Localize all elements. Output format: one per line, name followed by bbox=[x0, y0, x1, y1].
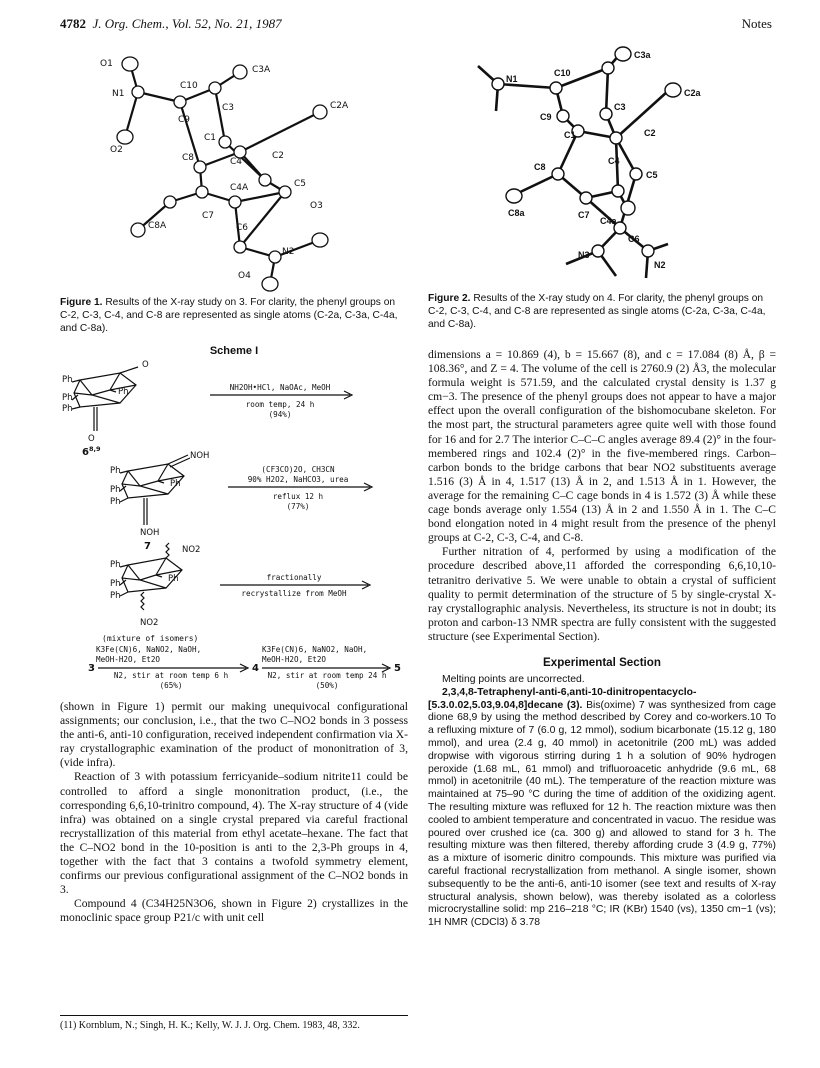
footnote-11: (11) Kornblum, N.; Singh, H. K.; Kelly, W. J. J. Org. Chem. 1983, 48, 332. bbox=[60, 1015, 408, 1032]
page-number: 4782 bbox=[60, 16, 86, 31]
paragraph: Reaction of 3 with potassium ferricyanide–sodium nitrite11 could be controlled to afford a single mononitration product, (i.e., the corresponding 6,6,10-trinitro compound, 4). The X-ray structure of 4 (vide infra) was obtained on a single crystal prepared via careful fractional recrystallization of this material from ethyl acetate–hexane. The fact that the C–NO2 bond in the 10-position is anti to the 2,3-Ph groups in 4, together with the fact that 3 contains a twofold symmetry element, confirms our previous configurational assignment of the C–NO2 bonds in 3. bbox=[60, 770, 408, 897]
atom-label: C2 bbox=[644, 128, 656, 138]
phenyl-label: Ph bbox=[110, 560, 121, 570]
conditions-step-3: recrystallize from MeOH bbox=[241, 589, 347, 598]
atom-label: C8 bbox=[182, 153, 195, 163]
atom-label: C6 bbox=[236, 223, 249, 233]
atom-label: C2A bbox=[330, 101, 349, 111]
figure-1-ortep bbox=[90, 52, 370, 292]
atom-label: C8 bbox=[534, 162, 546, 172]
atom-label: C5 bbox=[294, 179, 307, 189]
caption-text: Results of the X-ray study on 3. For clarity, the phenyl groups on C-2, C-3, C-4, and C-8 are represented as single atoms (C-2a, C-3a, C-4a, and C-8a). bbox=[60, 297, 398, 334]
phenyl-label: Ph bbox=[110, 497, 121, 507]
compound-title: 2,3,4,8-Tetraphenyl-anti-6,anti-10-dinitropentacyclo-[5.3.0.02,5.03,9.04,8]decane (3). bbox=[428, 686, 697, 711]
reagents-step-2: (CF3CO)2O, CH3CN 90% H2O2, NaHCO3, urea bbox=[247, 465, 349, 484]
figure-2-ortep bbox=[468, 46, 728, 286]
atom-label: C6 bbox=[628, 234, 640, 244]
paragraph: Compound 4 (C34H25N3O6, shown in Figure 2) crystallizes in the monoclinic space group P21/c with unit cell bbox=[60, 897, 408, 925]
atom-label: N1 bbox=[506, 74, 518, 84]
atom-label: C5 bbox=[646, 170, 658, 180]
section-header: Notes bbox=[741, 16, 772, 31]
atom-label: N2 bbox=[282, 247, 295, 257]
atom-label: C8a bbox=[508, 208, 525, 218]
atom-label: O3 bbox=[310, 201, 323, 211]
procedure-text: Bis(oxime) 7 was synthesized from cage dione 68,9 by using the method described by Corey and co-workers.10 To a refluxing mixture of 7 (6.0 g, 12 mmol), sodium bicarbonate (15.12 g, 180 mmol), and urea (2.4 g, 40 mmol) in acetonitrile (200 mL) was added dropwise with vigorous stirring during 1 h a solution of 90% hydrogen peroxide (1.68 mL, 61 mmol) and trifluoroacetic anhydride (9.6 mL, 68 mmol) in acetonitrile (40 mL). The temperature of the reaction mixture was maintained at 75–90 °C during the time of addition of the oxidizing agent. The resulting mixture was refluxed for 12 h. The reaction mixture was then cooled to ambient temperature and concentrated in vacuo. The residue was poured over crushed ice (ca. 300 g) and allowed to stand for 3 h. The resulting mixture was then filtered, thereby affording crude 3 (4.9 g, 77%) as a mixture of isomeric dinitro compounds. This mixture was purified via careful fractional recrystallization from methanol. A single isomer, shown subsequently to be the anti-6, anti-10 isomer (see text and results of X-ray structural analysis, shown below), was thereby isolated as a colorless microcrystalline solid: mp 216–218 °C; IR (KBr) 1540 (vs), 1350 cm−1 (vs); 1H NMR (CDCl3) δ 3.78 bbox=[428, 699, 776, 929]
conditions-step-4: N2, stir at room temp 6 h (65%) bbox=[113, 671, 229, 690]
atom-label: N2 bbox=[654, 260, 666, 270]
phenyl-label: Ph bbox=[110, 466, 121, 476]
atom-label: C4 bbox=[230, 157, 243, 167]
atom-label: C8A bbox=[148, 221, 167, 231]
reagents-step-1: NH2OH•HCl, NaOAc, MeOH bbox=[229, 383, 331, 392]
compound-6-label: 6$^{8,9}$ bbox=[82, 445, 101, 458]
oxygen-label: O bbox=[88, 434, 95, 444]
running-header bbox=[60, 16, 282, 32]
right-column-body bbox=[428, 348, 776, 930]
conditions-step-1: room temp, 24 h (94%) bbox=[245, 400, 315, 419]
phenyl-label: Ph bbox=[110, 485, 121, 495]
atom-label: C10 bbox=[554, 68, 571, 78]
compound-3-label: 3 bbox=[88, 663, 95, 674]
atom-label: C1 bbox=[204, 133, 217, 143]
phenyl-label: Ph bbox=[62, 404, 73, 414]
phenyl-label: Ph bbox=[168, 574, 179, 584]
compound-5-label: 5 bbox=[394, 663, 401, 674]
nitro-label: NO2 bbox=[140, 618, 159, 628]
atom-label: C2a bbox=[684, 88, 701, 98]
atom-label: C7 bbox=[202, 211, 215, 221]
left-column-body bbox=[60, 700, 408, 926]
phenyl-label: Ph bbox=[110, 591, 121, 601]
phenyl-label: Ph bbox=[118, 387, 129, 397]
oxygen-label: O bbox=[142, 360, 149, 370]
section-heading: Experimental Section bbox=[543, 655, 661, 669]
atom-label: C9 bbox=[540, 112, 552, 122]
atom-label: C7 bbox=[578, 210, 590, 220]
atom-label: C2 bbox=[272, 151, 285, 161]
atom-label: O2 bbox=[110, 145, 123, 155]
atom-label: C9 bbox=[178, 115, 191, 125]
atom-label: O1 bbox=[100, 59, 113, 69]
scheme-1 bbox=[60, 345, 408, 690]
figure-2-caption bbox=[428, 292, 776, 331]
phenyl-label: Ph bbox=[110, 579, 121, 589]
phenyl-label: Ph bbox=[170, 479, 181, 489]
atom-label: C10 bbox=[180, 81, 198, 91]
paragraph: (shown in Figure 1) permit our making unequivocal configurational assignments; our conclusion, i.e., that the two C–NO2 bonds in 3 possess the anti-6, anti-10 configuration, received independent confirmation via X-ray crystallographic examination of the product of mononitration of 3, (vide infra). bbox=[60, 700, 408, 770]
nitro-label: NO2 bbox=[182, 545, 201, 555]
oxime-label: NOH bbox=[140, 528, 160, 538]
oxime-label: NOH bbox=[190, 451, 210, 461]
phenyl-label: Ph bbox=[62, 393, 73, 403]
scheme-title: Scheme I bbox=[209, 345, 259, 357]
paragraph: dimensions a = 10.869 (4), b = 15.667 (8), and c = 17.084 (8) Å, β = 108.36°, and Z = 4. The volume of the cell is 2760.9 (2) Å3, the molecular formula weight is 571.59, and the calculated crystal density is 1.37 g cm−3. The presence of the phenyl groups does not appear to have a major effect upon the overall configuration of the bishomocubane skeleton. For the most part, the structural parameters agree quite well with those found for 16 and for 2.7 The interior C–C–C angles average 89.4 (2)° in the four-membered rings and 102.4 (2)° in the five-membered rings. Carbon–carbon bonds to the bridge carbons that bear NO2 substituents average 1.516 (3) Å in 4, 1.517 (13) Å in 2, and 1.513 Å in 1. However, the average for the remaining C–C cage bonds in 4 is 1.572 (3) Å while these cage bonds average only 1.554 (13) Å in 2 and 1.550 Å in 1. The C–C bond elongation noted in 4 might result from the presence of the phenyl groups at C-2, C-3, C-4, and C-8. bbox=[428, 348, 776, 545]
atom-label: C3 bbox=[222, 103, 235, 113]
figure-1-caption bbox=[60, 296, 408, 335]
atom-label: C4 bbox=[608, 156, 620, 166]
journal-citation: J. Org. Chem., Vol. 52, No. 21, 1987 bbox=[92, 16, 282, 31]
compound-7-label: 7 bbox=[144, 541, 151, 552]
experimental-paragraph bbox=[428, 687, 776, 930]
paragraph: Further nitration of 4, performed by using a modification of the procedure described above,11 afforded the corresponding 6,6,10,10-tetranitro derivative 5. We were unable to obtain a crystal of sufficient quality to permit determination of the structure of 5 by single-crystal X-ray crystallographic analysis. Nevertheless, its structure is not in doubt; its proton and carbon-13 NMR spectra are fully consistent with the suggested structure (see Experimental Section). bbox=[428, 545, 776, 643]
paragraph: Melting points are uncorrected. bbox=[442, 674, 585, 686]
atom-label: O4 bbox=[238, 271, 251, 281]
atom-label: C4A bbox=[230, 183, 249, 193]
atom-label: C4a bbox=[600, 216, 617, 226]
atom-label: C3 bbox=[614, 102, 626, 112]
atom-label: C3a bbox=[634, 50, 651, 60]
reagents-step-3: fractionally bbox=[266, 573, 322, 582]
conditions-step-5: N2, stir at room temp 24 h (50%) bbox=[267, 671, 387, 690]
caption-label: Figure 1. bbox=[60, 297, 103, 308]
caption-label: Figure 2. bbox=[428, 293, 471, 304]
atom-label: N3 bbox=[578, 250, 590, 260]
phenyl-label: Ph bbox=[62, 375, 73, 385]
mixture-label: (mixture of isomers) bbox=[102, 634, 199, 643]
conditions-step-2: reflux 12 h (77%) bbox=[272, 492, 324, 511]
compound-4-label: 4 bbox=[252, 663, 259, 674]
reagents-step-5: K3Fe(CN)6, NaNO2, NaOH, MeOH-H2O, Et2O bbox=[262, 645, 368, 664]
reagents-step-4: K3Fe(CN)6, NaNO2, NaOH, MeOH-H2O, Et2O bbox=[96, 645, 202, 664]
atom-label: N1 bbox=[112, 89, 125, 99]
caption-text: Results of the X-ray study on 4. For clarity, the phenyl groups on C-2, C-3, C-4, and C-8 are represented as single atoms (C-2a, C-3a, C-4a, and C-8a). bbox=[428, 293, 766, 330]
atom-label: C1 bbox=[564, 130, 576, 140]
atom-label: C3A bbox=[252, 65, 271, 75]
